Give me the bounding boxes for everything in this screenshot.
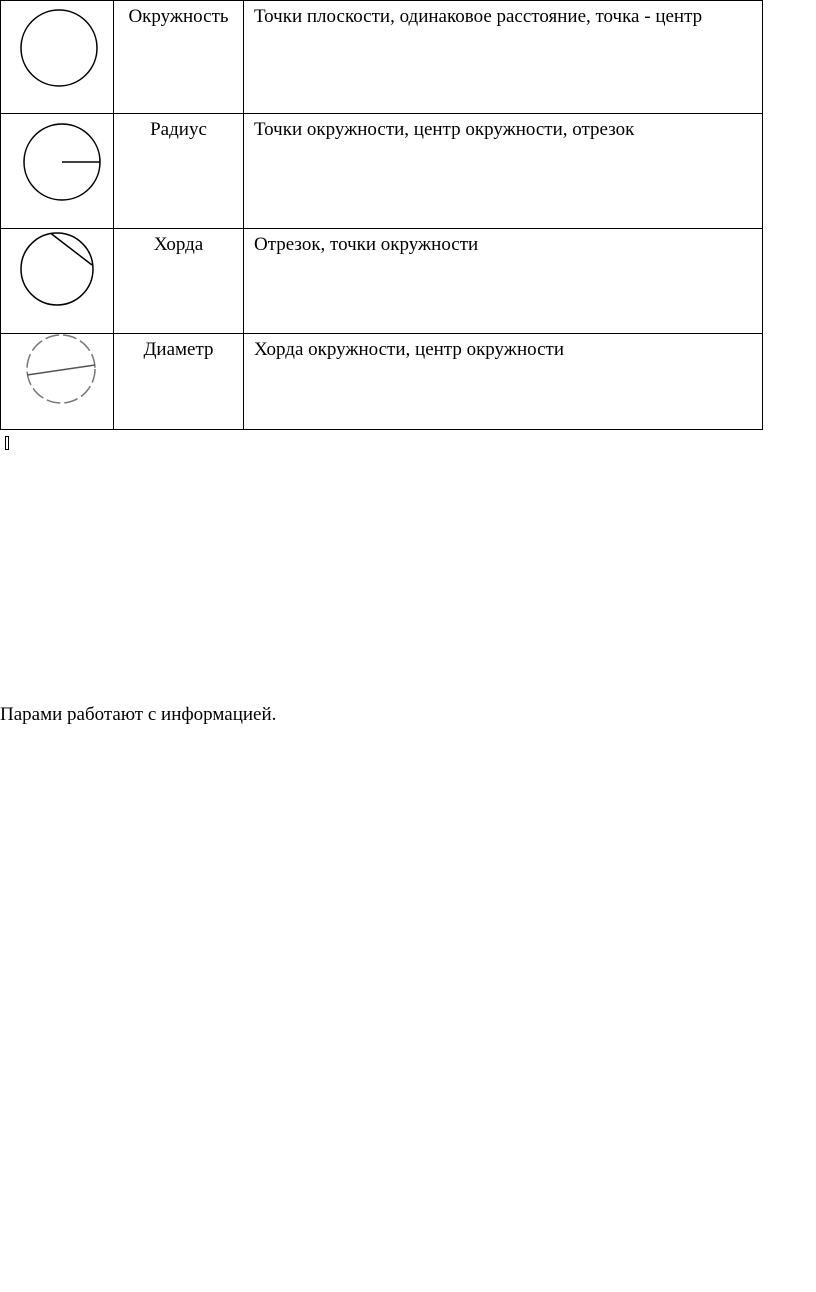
figure-cell [1, 334, 114, 430]
circle-chord-icon [1, 229, 113, 333]
term-label: Хорда [114, 229, 244, 334]
table-row [1, 334, 763, 430]
terms-table [0, 0, 763, 430]
term-label: Диаметр [114, 334, 244, 430]
table-row [1, 229, 763, 334]
figure-cell [1, 229, 114, 334]
table-row [1, 1, 763, 114]
note-text: Парами работают с информацией. [0, 704, 277, 725]
figure-cell [1, 1, 114, 114]
paragraph-marker-icon [5, 436, 9, 450]
circle-radius-icon [1, 114, 113, 228]
table-row [1, 114, 763, 229]
term-definition: Хорда окружности, центр окружности [244, 334, 763, 430]
term-label: Окружность [114, 1, 244, 114]
term-definition: Точки плоскости, одинаковое расстояние, точка - центр [244, 1, 763, 114]
term-definition: Отрезок, точки окружности [244, 229, 763, 334]
circle-icon [1, 1, 113, 113]
term-definition: Точки окружности, центр окружности, отрезок [244, 114, 763, 229]
term-label: Радиус [114, 114, 244, 229]
circle-diameter-icon [1, 334, 113, 429]
figure-cell [1, 114, 114, 229]
